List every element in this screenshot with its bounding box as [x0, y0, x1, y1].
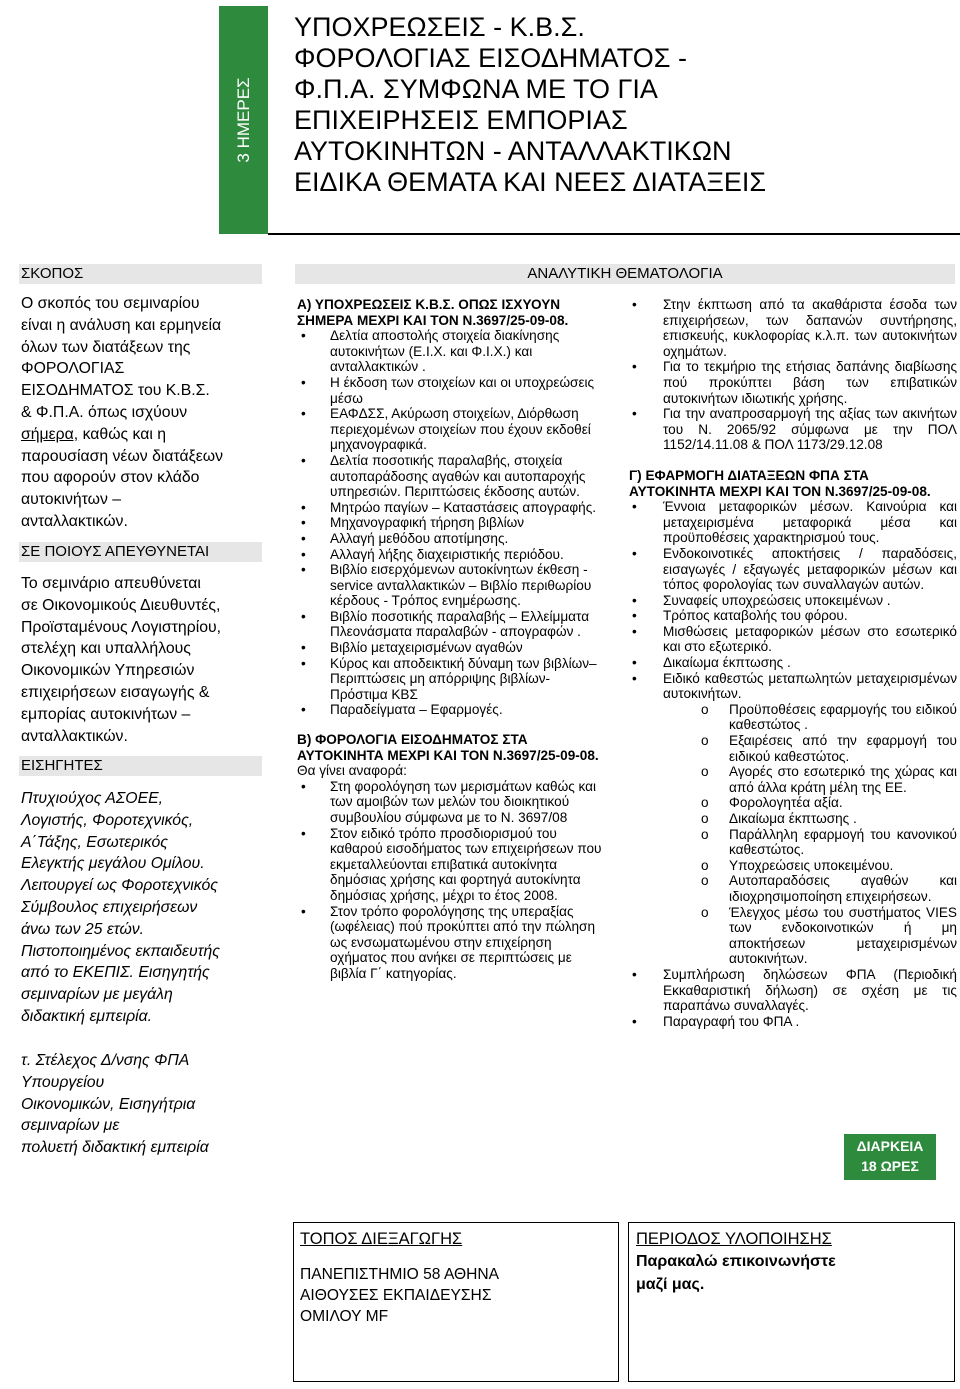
text-line: ανταλλακτικών.: [21, 512, 128, 530]
text-line: ΟΜΙΛΟΥ MF: [300, 1308, 389, 1325]
list-item: • Στον ειδικό τρόπο προσδιορισμού του καθαρού εισοδήματος των επιχειρήσεων που εκμεταλλεύονται επιβατικά αυτοκίνητα δημόσιας χρήσης και φορτηγά αυτοκίνητα δημόσιας χρήσης, μέχρι το έτος 2008.: [297, 826, 611, 904]
list-item: • ΕΑΦΔΣΣ, Ακύρωση στοιχείων, Διόρθωση περιεχομένων στοιχείων που έχουν εκδοθεί μηχανογραφικά.: [297, 406, 611, 453]
list-item: • Στην έκπτωση από τα ακαθάριστα έσοδα των επιχειρήσεων, των δαπανών συντήρησης, επισκευής, κυκλοφορίας κ.λ.π. των αυτοκινήτων οχημάτων.: [629, 297, 957, 359]
text-line: σεμιναρίων με: [21, 1117, 120, 1135]
text-line: Ελεγκτής μεγάλου Ομίλου.: [21, 855, 205, 873]
duration-days-text: 3 ΗΜΕΡΕΣ: [233, 77, 253, 163]
text-line: μαζί μας.: [636, 1276, 705, 1293]
list-item: • Ειδικό καθεστώς μεταπωλητών μεταχειρισμένων αυτοκινήτων.: [629, 671, 957, 702]
period-box: [628, 1222, 955, 1382]
text-line: Λογιστής, Φοροτεχνικός,: [21, 811, 194, 829]
text-line: στελέχη και υπαλλήλους: [21, 640, 191, 658]
text-span: καθώς και η: [78, 425, 167, 443]
text-line: Υπουργείου: [21, 1073, 105, 1091]
text-line: Λειτουργεί ως Φοροτεχνικός: [21, 877, 218, 895]
list-item: • Μητρώο παγίων – Καταστάσεις απογραφής.: [297, 500, 611, 516]
sub-list-item: o Εξαιρέσεις από την εφαρμογή του ειδικού καθεστώτος.: [629, 733, 957, 764]
underlined-word: σήμερα,: [21, 425, 79, 443]
list-item: • Αλλαγή μεθόδου αποτίμησης.: [297, 531, 611, 547]
right-column: [629, 297, 957, 1029]
list-item: • Παραδείγματα – Εφαρμογές.: [297, 702, 611, 718]
text-line: [21, 424, 259, 446]
list-item: • Για την αναπροσαρμογή της αξίας των ακινήτων του Ν. 2065/92 σύμφωνα με την ΠΟΛ 1152/14.11.08 & ΠΟΛ 1173/29.12.08: [629, 406, 957, 453]
list-item: • Αλλαγή λήξης διαχειριστικής περιόδου.: [297, 547, 611, 563]
list-item: • Στον τρόπο φορολόγησης της υπεραξίας (ωφέλειας) πού προκύπτει από την πώληση ως ενσωματωμένου στην επιχείρηση οχήματος που ανήκει σε περιπτώσεις με βιβλία Γ΄ κατηγορίας.: [297, 904, 611, 982]
text-line: είναι η ανάλυση και ερμηνεία: [21, 316, 222, 334]
list-item: • Δελτία ποσοτικής παραλαβής, στοιχεία αυτοπαράδοσης αγαθών και αυτοπαροχής υπηρεσιών. Περιπτώσεις έκδοσης αυτών.: [297, 453, 611, 500]
speaker-1-bio: [21, 788, 259, 1028]
list-item: • Παραγραφή του ΦΠΑ .: [629, 1014, 957, 1030]
text-line: ΑΙΘΟΥΣΕΣ ΕΚΠΑΙΔΕΥΣΗΣ: [300, 1287, 492, 1304]
section-b-heading: Β) ΦΟΡΟΛΟΓΙΑ ΕΙΣΟΔΗΜΑΤΟΣ ΣΤΑ ΑΥΤΟΚΙΝΗΤΑ ΜΕΧΡΙ ΚΑΙ ΤΟΝ Ν.3697/25-09-08.: [297, 732, 599, 763]
sub-list-item: o Αγορές στο εσωτερικό της χώρας και από άλλα κράτη μέλη της ΕΕ.: [629, 764, 957, 795]
list-item: • Η έκδοση των στοιχείων και οι υποχρεώσεις μέσω: [297, 375, 611, 406]
venue-address: [300, 1264, 612, 1327]
section-c-heading: Γ) ΕΦΑΡΜΟΓΗ ΔΙΑΤΑΞΕΩΝ ΦΠΑ ΣΤΑ ΑΥΤΟΚΙΝΗΤΑ ΜΕΧΡΙ ΚΑΙ ΤΟΝ Ν.3697/25-09-08.: [629, 467, 931, 499]
text-line: που αφορούν στον κλάδο: [21, 469, 200, 487]
analysis-heading: ΑΝΑΛΥΤΙΚΗ ΘΕΜΑΤΟΛΟΓΙΑ: [295, 264, 955, 284]
duration-label: ΔΙΑΡΚΕΙΑ: [856, 1138, 924, 1154]
text-line: Προϊσταμένους Λογιστηρίου,: [21, 618, 222, 636]
list-item: • Κύρος και αποδεικτική δύναμη των βιβλίων– Περιπτώσεις μη απόρριψης βιβλίων- Πρόστιμα ΚΒΣ: [297, 656, 611, 703]
text-line: Πιστοποιημένος εκπαιδευτής: [21, 942, 220, 960]
text-line: & Φ.Π.Α. όπως ισχύουν: [21, 403, 188, 421]
duration-hours-badge: [844, 1134, 936, 1180]
title-line: ΥΠΟΧΡΕΩΣΕΙΣ - Κ.Β.Σ.: [294, 12, 585, 42]
sub-list-item: o Παράλληλη εφαρμογή του κανονικού καθεστώτος.: [629, 827, 957, 858]
text-line: Α΄Τάξης, Εσωτερικός: [21, 833, 168, 851]
section-b-intro: Θα γίνει αναφορά:: [297, 763, 407, 779]
purpose-text: [21, 293, 259, 533]
speaker-2-bio: [21, 1050, 259, 1159]
text-line: Το σεμινάριο απευθύνεται: [21, 575, 201, 592]
list-item: • Βιβλίο εισερχόμενων αυτοκίνητων έκθεση - service ανταλλακτικών – Βιβλίο περιθωρίου κέρδους - Τρόπος ενημέρωσης.: [297, 562, 611, 609]
list-item: • Ενδοκοινοτικές αποκτήσεις / παραδόσεις, εισαγωγές / εξαγωγές μεταφορικών μέσων και τόπος φορολογίας των συναλλαγών αυτών.: [629, 546, 957, 593]
period-text: [636, 1250, 947, 1296]
text-line: Πτυχιούχος ΑΣΟΕΕ,: [21, 790, 164, 807]
speakers-heading: ΕΙΣΗΓΗΤΕΣ: [19, 756, 262, 776]
section-a-heading: Α) ΥΠΟΧΡΕΩΣΕΙΣ Κ.Β.Σ. ΟΠΩΣ ΙΣΧΥΟΥΝ ΣΗΜΕΡΑ ΜΕΧΡΙ ΚΑΙ ΤΟΝ Ν.3697/25-09-08.: [297, 297, 569, 328]
duration-days-badge: [219, 6, 268, 234]
title-line: Φ.Π.Α. ΣΥΜΦΩΝΑ ΜΕ ΤΟ ΓΙΑ: [294, 74, 658, 104]
period-heading: ΠΕΡΙΟΔΟΣ ΥΛΟΠΟΙΗΣΗΣ: [636, 1230, 832, 1248]
sub-list-item: o Προϋποθέσεις εφαρμογής του ειδικού καθεστώτος .: [629, 702, 957, 733]
text-line: διδακτική εμπειρία.: [21, 1007, 153, 1025]
sub-list-item: o Υποχρεώσεις υποκειμένου.: [629, 858, 957, 874]
list-item: • Μισθώσεις μεταφορικών μέσων στο εσωτερικό και στο εξωτερικό.: [629, 624, 957, 655]
venue-heading: ΤΟΠΟΣ ΔΙΕΞΑΓΩΓΗΣ: [300, 1230, 463, 1248]
section-b-list: [297, 779, 611, 982]
text-line: ΕΙΣΟΔΗΜΑΤΟΣ του Κ.Β.Σ.: [21, 382, 210, 400]
sub-list-item: o Αυτοπαραδόσεις αγαθών και ιδιοχρησιμοποίηση επιχειρήσεων.: [629, 873, 957, 904]
text-line: Σύμβουλος επιχειρήσεων: [21, 898, 198, 916]
list-item: • Τρόπος καταβολής του φόρου.: [629, 608, 957, 624]
text-line: επιχειρήσεων εισαγωγής &: [21, 683, 210, 701]
text-line: ανταλλακτικών.: [21, 727, 128, 745]
text-line: πολυετή διδακτική εμπειρία: [21, 1139, 209, 1157]
text-line: τ. Στέλεχος Δ/νσης ΦΠΑ: [21, 1052, 190, 1069]
list-item: • Δελτία αποστολής στοιχεία διακίνησης αυτοκινήτων (Ε.Ι.Χ. και Φ.Ι.Χ.) και ανταλλακτικών .: [297, 328, 611, 375]
sub-list-item: o Δικαίωμα έκπτωσης .: [629, 811, 957, 827]
audience-text: [21, 573, 259, 747]
text-line: σεμιναρίων με μεγάλη: [21, 986, 173, 1004]
title-line: ΑΥΤΟΚΙΝΗΤΩΝ - ΑΝΤΑΛΛΑΚΤΙΚΩΝ: [294, 136, 732, 166]
list-item: • Βιβλίο ποσοτικής παραλαβής – Ελλείμματα Πλεονάσματα παραλαβών - απογραφών .: [297, 609, 611, 640]
list-item: • Βιβλίο μεταχειρισμένων αγαθών: [297, 640, 611, 656]
list-item: • Συναφείς υποχρεώσεις υποκειμένων .: [629, 593, 957, 609]
venue-box: [293, 1222, 619, 1382]
text-line: Οικονομικών Υπηρεσιών: [21, 662, 195, 680]
list-item: • Έννοια μεταφορικών μέσων. Καινούρια και μεταχειρισμένα μεταφορικά μέσα και προϋποθέσεις χαρακτηρισμού τους.: [629, 499, 957, 546]
list-item: • Στη φορολόγηση των μερισμάτων καθώς και των αμοιβών των μελών του διοικητικού συμβουλίου σύμφωνα με το Ν. 3697/08: [297, 779, 611, 826]
title-line: ΕΙΔΙΚΑ ΘΕΜΑΤΑ ΚΑΙ ΝΕΕΣ ΔΙΑΤΑΞΕΙΣ: [294, 167, 767, 197]
title-line: ΕΠΙΧΕΙΡΗΣΕΙΣ ΕΜΠΟΡΙΑΣ: [294, 105, 628, 135]
text-line: Παρακαλώ επικοινωνήστε: [636, 1253, 836, 1270]
text-line: αυτοκινήτων –: [21, 491, 122, 509]
duration-value: 18 ΩΡΕΣ: [861, 1158, 919, 1174]
middle-column: [297, 297, 611, 982]
list-item: • Συμπλήρωση δηλώσεων ΦΠΑ (Περιοδική Εκκαθαριστική δήλωση) σε σχέση με τις παραπάνω συναλλαγές.: [629, 967, 957, 1014]
text-line: Οικονομικών, Εισηγήτρια: [21, 1095, 196, 1113]
text-line: παρουσίαση νέων διατάξεων: [21, 447, 224, 465]
text-line: Ο σκοπός του σεμιναρίου: [21, 295, 200, 312]
header-divider: [268, 233, 960, 235]
purpose-heading: ΣΚΟΠΟΣ: [19, 264, 262, 284]
sub-list-item: o Φορολογητέα αξία.: [629, 795, 957, 811]
text-line: ΦΟΡΟΛΟΓΙΑΣ: [21, 360, 125, 378]
list-item: • Μηχανογραφική τήρηση βιβλίων: [297, 515, 611, 531]
title-line: ΦΟΡΟΛΟΓΙΑΣ ΕΙΣΟΔΗΜΑΤΟΣ -: [294, 43, 687, 73]
page-title: [294, 12, 944, 198]
audience-heading: ΣΕ ΠΟΙΟΥΣ ΑΠΕΥΘΥΝΕΤΑΙ: [19, 542, 262, 562]
list-item: • Για το τεκμήριο της ετήσιας δαπάνης διαβίωσης πού προκύπτει βάση των επιβατικών αυτοκινήτων ιδιωτικής χρήσης.: [629, 359, 957, 406]
sub-list-item: o Έλεγχος μέσω του συστήματος VIES των ενδοκοινοτικών ή μη αποκτήσεων μεταχειρισμένων αυτοκινήτων.: [629, 905, 957, 967]
text-line: ΠΑΝΕΠΙΣΤΗΜΙΟ 58 ΑΘΗΝΑ: [300, 1266, 500, 1283]
text-line: άνω των 25 ετών.: [21, 920, 145, 938]
text-line: εμπορίας αυτοκινήτων –: [21, 705, 191, 723]
section-c-list: [629, 499, 957, 1029]
text-line: από το ΕΚΕΠΙΣ. Εισηγητής: [21, 964, 210, 982]
text-line: όλων των διατάξεων της: [21, 338, 191, 356]
section-a-list: [297, 328, 611, 718]
text-line: σε Οικονομικούς Διευθυντές,: [21, 596, 221, 614]
list-item: • Δικαίωμα έκπτωσης .: [629, 655, 957, 671]
section-b-continued-list: [629, 297, 957, 453]
